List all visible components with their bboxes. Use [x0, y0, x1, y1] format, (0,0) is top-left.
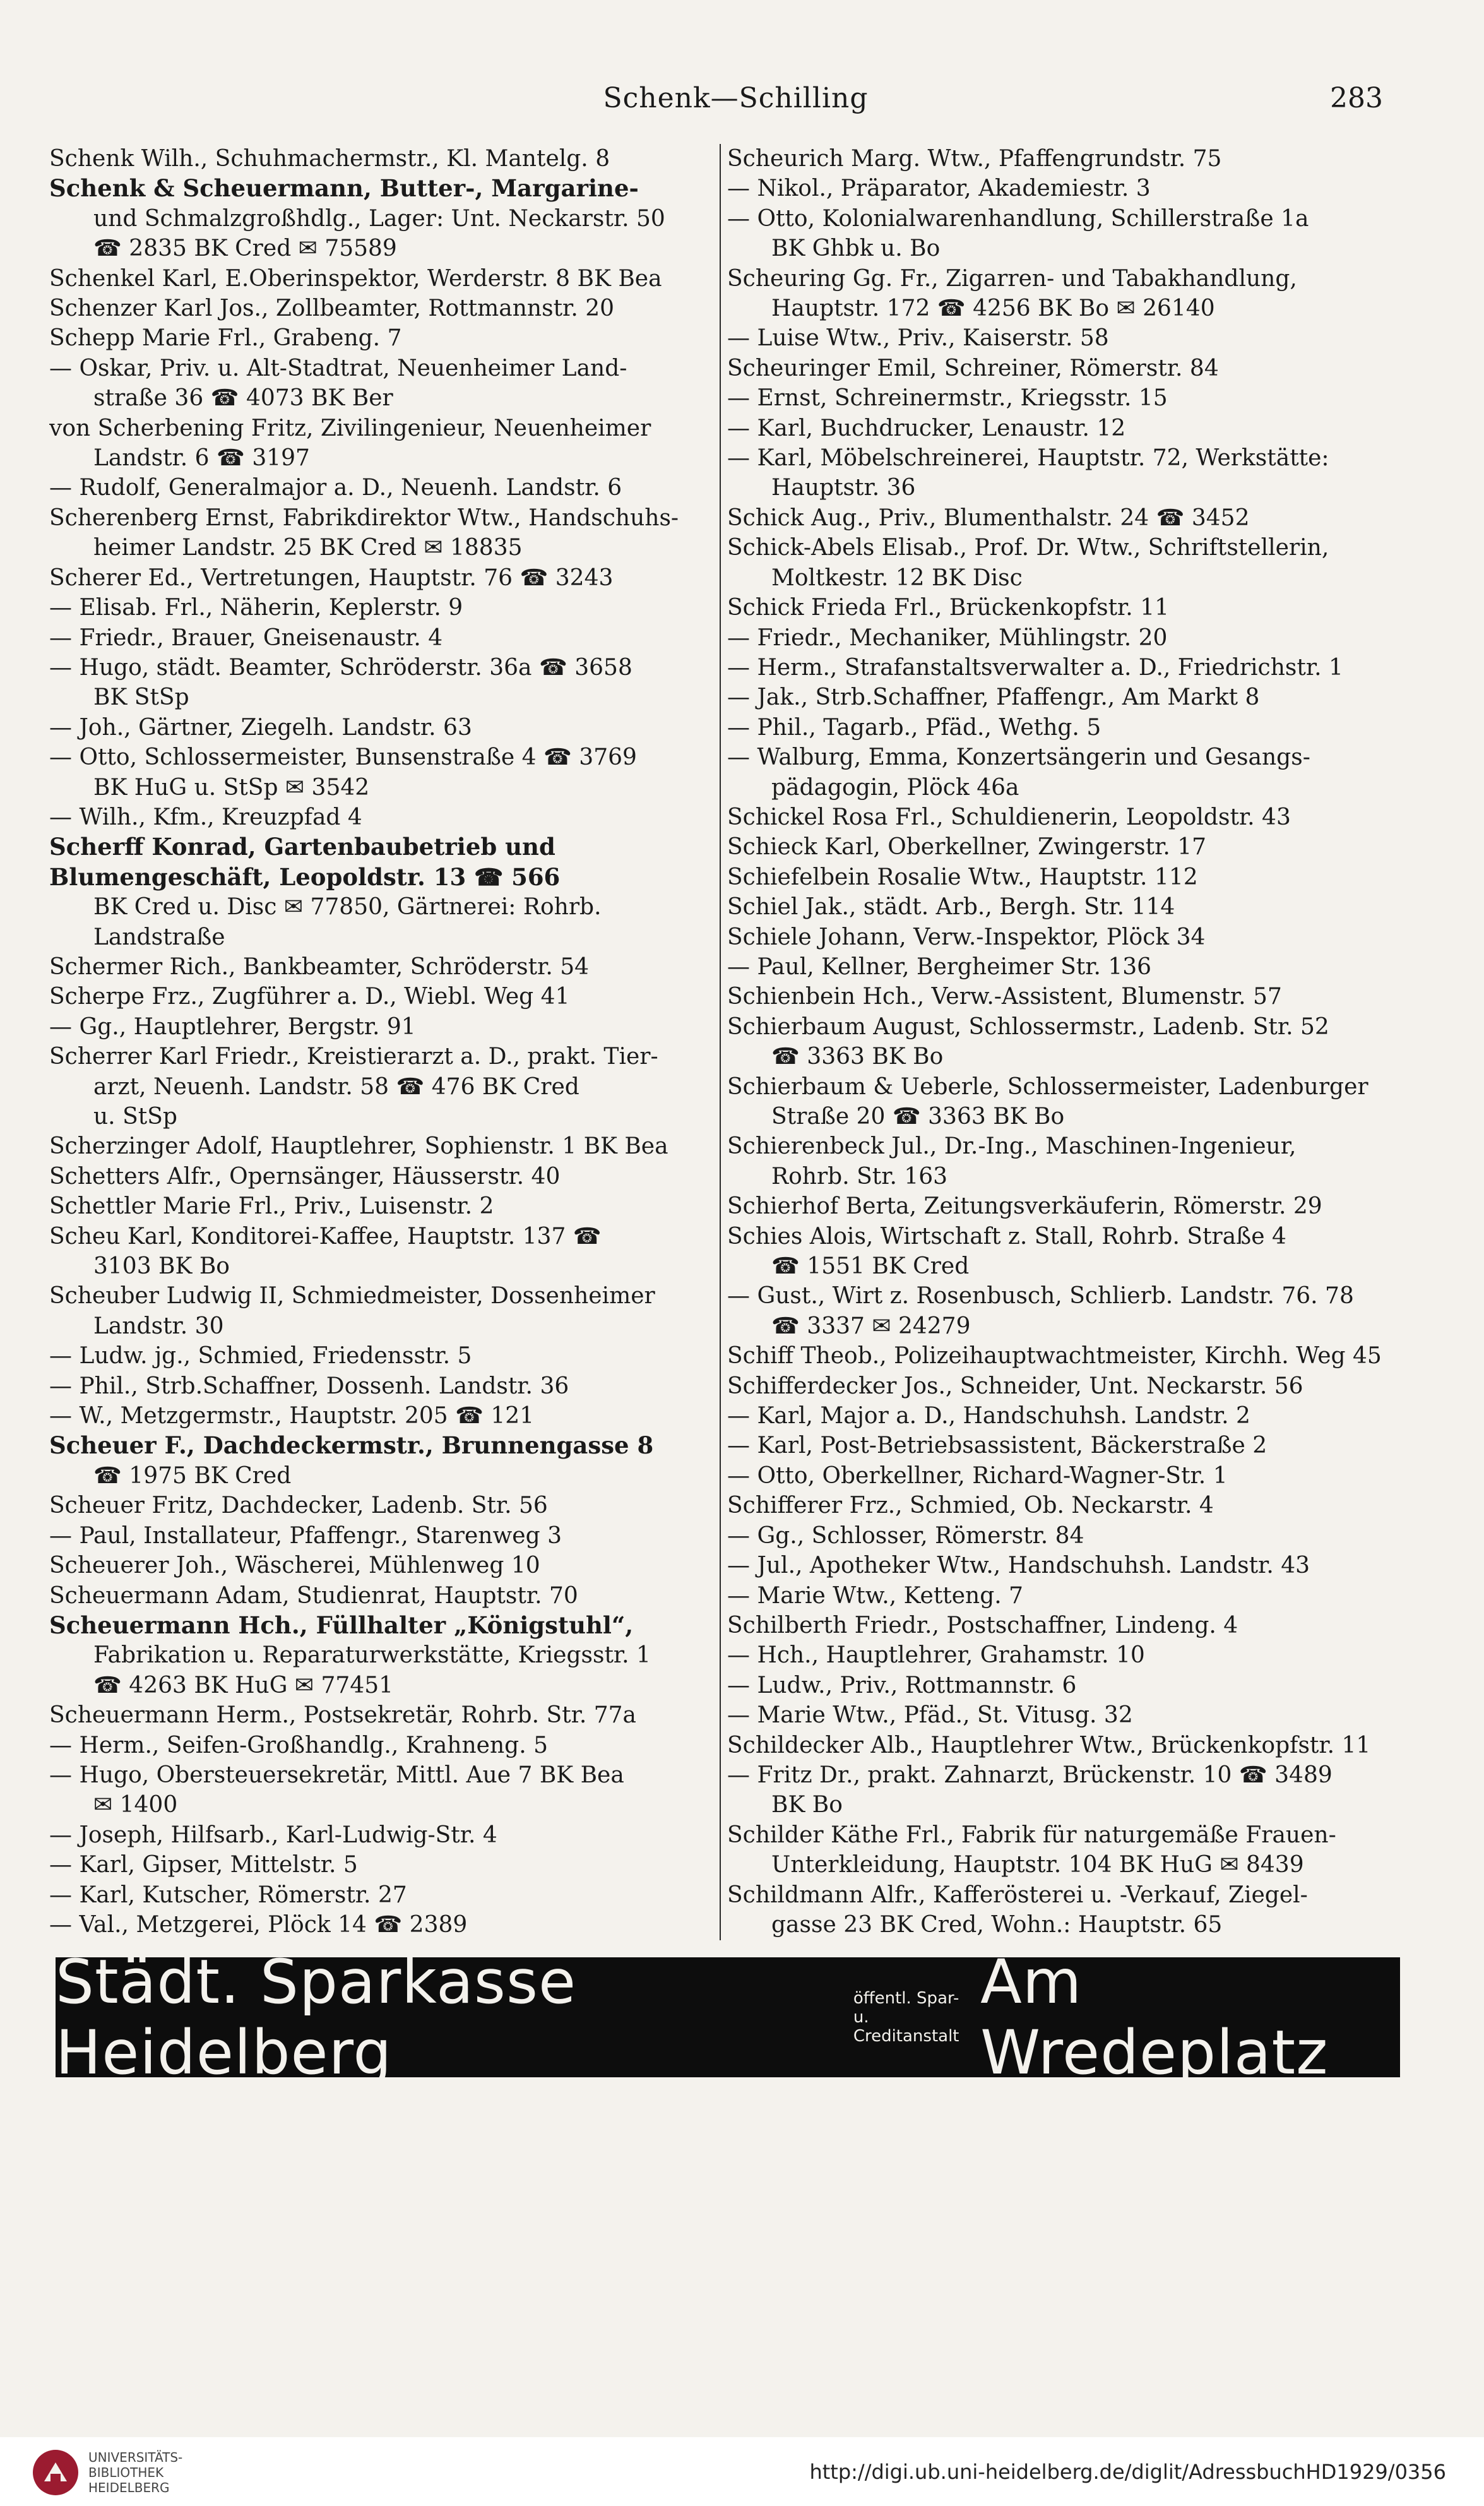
- directory-entry: — Karl, Buchdrucker, Lenaustr. 12: [727, 415, 1126, 441]
- banner-small-line1: öffentl. Spar- u.: [853, 1989, 959, 2027]
- directory-entry: — Val., Metzgerei, Plöck 14 ☎ 2389: [49, 1911, 468, 1938]
- directory-entry: Blumengeschäft, Leopoldstr. 13 ☎ 566: [49, 862, 561, 891]
- directory-entry: Schetters Alfr., Opernsänger, Häusserstr. 40: [49, 1163, 561, 1190]
- directory-entry: — Ernst, Schreinermstr., Kriegsstr. 15: [727, 385, 1168, 412]
- directory-entry: Schildmann Alfr., Kafferösterei u. -Verkauf, Ziegel-: [727, 1882, 1308, 1908]
- directory-entry: Schettler Marie Frl., Priv., Luisenstr. 2: [49, 1193, 494, 1220]
- directory-entry: Schifferer Frz., Schmied, Ob. Neckarstr. 4: [727, 1493, 1214, 1519]
- directory-entry: Scheurich Marg. Wtw., Pfaffengrundstr. 75: [727, 146, 1222, 172]
- directory-entry: Rohrb. Str. 163: [771, 1163, 948, 1190]
- directory-entry: Straße 20 ☎ 3363 BK Bo: [771, 1104, 1065, 1130]
- directory-entry: — Oskar, Priv. u. Alt-Stadtrat, Neuenheimer Land-: [49, 355, 627, 381]
- directory-entry: u. StSp: [93, 1104, 177, 1130]
- directory-entry: Schierhof Berta, Zeitungsverkäuferin, Römerstr. 29: [727, 1193, 1322, 1220]
- directory-entry: Schick-Abels Elisab., Prof. Dr. Wtw., Schriftstellerin,: [727, 535, 1329, 561]
- directory-entry: — Walburg, Emma, Konzertsängerin und Gesangs-: [727, 744, 1310, 771]
- directory-entry: — W., Metzgermstr., Hauptstr. 205 ☎ 121: [49, 1403, 535, 1429]
- directory-entry: — Wilh., Kfm., Kreuzpfad 4: [49, 804, 362, 830]
- directory-entry: straße 36 ☎ 4073 BK Ber: [93, 385, 393, 412]
- directory-entry: Schenk Wilh., Schuhmachermstr., Kl. Mantelg. 8: [49, 146, 610, 172]
- directory-entry: — Friedr., Mechaniker, Mühlingstr. 20: [727, 624, 1168, 651]
- directory-entry: Schienbein Hch., Verw.-Assistent, Blumenstr. 57: [727, 984, 1282, 1010]
- directory-entry: — Ludw. jg., Schmied, Friedensstr. 5: [49, 1343, 472, 1369]
- directory-entry: Schilberth Friedr., Postschaffner, Lindeng. 4: [727, 1612, 1238, 1638]
- left-column: [49, 144, 712, 1940]
- directory-entry: Scherzinger Adolf, Hauptlehrer, Sophienstr. 1 BK Bea: [49, 1133, 668, 1160]
- directory-entry: — Ludw., Priv., Rottmannstr. 6: [727, 1672, 1077, 1698]
- directory-entry: ☎ 4263 BK HuG ✉ 77451: [93, 1672, 394, 1698]
- directory-entry: — Marie Wtw., Ketteng. 7: [727, 1582, 1024, 1609]
- directory-entry: Scheuringer Emil, Schreiner, Römerstr. 84: [727, 355, 1219, 381]
- directory-entry: Schilder Käthe Frl., Fabrik für naturgemäße Frauen-: [727, 1822, 1336, 1848]
- directory-entry: Schiff Theob., Polizeihauptwachtmeister, Kirchh. Weg 45: [727, 1343, 1382, 1369]
- banner-main-text: Städt. Sparkasse Heidelberg: [56, 1947, 577, 2088]
- directory-entry: — Jak., Strb.Schaffner, Pfaffengr., Am Markt 8: [727, 684, 1260, 711]
- directory-entry: — Joh., Gärtner, Ziegelh. Landstr. 63: [49, 714, 472, 741]
- directory-entry: Schierenbeck Jul., Dr.-Ing., Maschinen-Ingenieur,: [727, 1133, 1297, 1160]
- directory-entry: — Herm., Seifen-Großhandlg., Krahneng. 5: [49, 1732, 548, 1758]
- directory-entry: Schiel Jak., städt. Arb., Bergh. Str. 114: [727, 894, 1175, 921]
- directory-entry: — Gust., Wirt z. Rosenbusch, Schlierb. Landstr. 76. 78: [727, 1283, 1354, 1310]
- directory-entry: — Hugo, Obersteuersekretär, Mittl. Aue 7 BK Bea: [49, 1762, 624, 1788]
- directory-entry: — Otto, Oberkellner, Richard-Wagner-Str. 1: [727, 1462, 1228, 1489]
- directory-entry: pädagogin, Plöck 46a: [771, 774, 1019, 801]
- directory-entry: — Marie Wtw., Pfäd., St. Vitusg. 32: [727, 1702, 1133, 1729]
- directory-entry: Scheuermann Adam, Studienrat, Hauptstr. 70: [49, 1582, 578, 1609]
- directory-entry: Landstr. 6 ☎ 3197: [93, 445, 310, 472]
- directory-entry: Scheuermann Hch., Füllhalter „Königstuhl“,: [49, 1611, 634, 1639]
- directory-entry: Fabrikation u. Reparaturwerkstätte, Kriegsstr. 1: [93, 1642, 651, 1669]
- directory-entry: Scheuber Ludwig II, Schmiedmeister, Dossenheimer: [49, 1283, 655, 1310]
- directory-entry: Schiefelbein Rosalie Wtw., Hauptstr. 112: [727, 864, 1198, 890]
- column-divider: [720, 144, 721, 1940]
- directory-entry: — Fritz Dr., prakt. Zahnarzt, Brückenstr. 10 ☎ 3489: [727, 1762, 1333, 1788]
- directory-entry: arzt, Neuenh. Landstr. 58 ☎ 476 BK Cred: [93, 1073, 579, 1100]
- page-header: [63, 82, 1408, 126]
- directory-entry: — Hch., Hauptlehrer, Grahamstr. 10: [727, 1642, 1145, 1669]
- directory-entry: — Phil., Strb.Schaffner, Dossenh. Landstr. 36: [49, 1373, 569, 1399]
- directory-entry: — Otto, Kolonialwarenhandlung, Schillerstraße 1a: [727, 205, 1309, 232]
- directory-entry: Schenkel Karl, E.Oberinspektor, Werderstr. 8 BK Bea: [49, 265, 662, 292]
- directory-entry: 3103 BK Bo: [93, 1253, 230, 1280]
- directory-entry: Schermer Rich., Bankbeamter, Schröderstr. 54: [49, 953, 590, 980]
- directory-entry: — Phil., Tagarb., Pfäd., Wethg. 5: [727, 714, 1101, 741]
- running-title: Schenk—Schilling: [603, 82, 869, 114]
- directory-entry: ☎ 1975 BK Cred: [93, 1462, 292, 1489]
- directory-entry: — Friedr., Brauer, Gneisenaustr. 4: [49, 624, 443, 651]
- library-line1: UNIVERSITÄTS-: [88, 2450, 183, 2465]
- directory-entry: Unterkleidung, Hauptstr. 104 BK HuG ✉ 8439: [771, 1852, 1304, 1878]
- directory-entry: ☎ 2835 BK Cred ✉ 75589: [93, 236, 397, 262]
- directory-entry: gasse 23 BK Cred, Wohn.: Hauptstr. 65: [771, 1911, 1223, 1938]
- directory-entry: Schildecker Alb., Hauptlehrer Wtw., Brückenkopfstr. 11: [727, 1732, 1371, 1758]
- directory-entry: Schiele Johann, Verw.-Inspektor, Plöck 34: [727, 924, 1206, 950]
- directory-entry: — Jul., Apotheker Wtw., Handschuhsh. Landstr. 43: [727, 1553, 1310, 1579]
- directory-entry: Scherrer Karl Friedr., Kreistierarzt a. D., prakt. Tier-: [49, 1044, 658, 1070]
- directory-entry: BK Ghbk u. Bo: [771, 236, 941, 262]
- directory-entry: BK StSp: [93, 684, 189, 711]
- directory-entry: ☎ 3363 BK Bo: [771, 1044, 944, 1070]
- directory-entry: BK Bo: [771, 1792, 843, 1818]
- directory-entry: Scherenberg Ernst, Fabrikdirektor Wtw., Handschuhs-: [49, 504, 679, 531]
- directory-entry: und Schmalzgroßhdlg., Lager: Unt. Neckarstr. 50: [93, 205, 665, 232]
- directory-entry: Scherer Ed., Vertretungen, Hauptstr. 76 ☎ 3243: [49, 564, 614, 591]
- banner-small-line2: Creditanstalt: [853, 2027, 959, 2046]
- directory-entry: Schick Frieda Frl., Brückenkopfstr. 11: [727, 595, 1169, 621]
- university-library-logo-icon: [32, 2449, 80, 2497]
- directory-entry: Schepp Marie Frl., Grabeng. 7: [49, 325, 402, 352]
- directory-entry: heimer Landstr. 25 BK Cred ✉ 18835: [93, 535, 523, 561]
- right-column: [727, 144, 1406, 1940]
- directory-entry: — Gg., Hauptlehrer, Bergstr. 91: [49, 1013, 416, 1040]
- directory-entry: ☎ 1551 BK Cred: [771, 1253, 970, 1280]
- directory-entry: ✉ 1400: [93, 1792, 178, 1818]
- directory-entry: — Paul, Kellner, Bergheimer Str. 136: [727, 953, 1152, 980]
- directory-entry: Schierbaum August, Schlossermstr., Ladenb. Str. 52: [727, 1013, 1329, 1040]
- directory-entry: — Otto, Schlossermeister, Bunsenstraße 4 ☎ 3769: [49, 744, 637, 771]
- sparkasse-advertisement: [56, 1947, 1400, 2088]
- directory-entry: — Karl, Major a. D., Handschuhsh. Landstr. 2: [727, 1403, 1250, 1429]
- directory-entry: — Rudolf, Generalmajor a. D., Neuenh. Landstr. 6: [49, 475, 622, 501]
- directory-entry: Scheuer Fritz, Dachdecker, Ladenb. Str. 56: [49, 1493, 548, 1519]
- directory-entry: — Herm., Strafanstaltsverwalter a. D., Friedrichstr. 1: [727, 654, 1343, 681]
- directory-entry: Scheuer F., Dachdeckermstr., Brunnengasse 8: [49, 1431, 654, 1460]
- directory-entry: — Paul, Installateur, Pfaffengr., Starenweg 3: [49, 1522, 562, 1549]
- directory-entry: — Karl, Kutscher, Römerstr. 27: [49, 1882, 407, 1908]
- directory-entry: Schifferdecker Jos., Schneider, Unt. Neckarstr. 56: [727, 1373, 1303, 1399]
- directory-entry: BK Cred u. Disc ✉ 77850, Gärtnerei: Rohrb.: [93, 894, 602, 921]
- banner-right-text: Am Wredeplatz: [980, 1947, 1329, 2088]
- directory-entry: Schierbaum & Ueberle, Schlossermeister, Ladenburger: [727, 1073, 1368, 1100]
- directory-entry: — Karl, Post-Betriebsassistent, Bäckerstraße 2: [727, 1433, 1267, 1459]
- directory-entry: von Scherbening Fritz, Zivilingenieur, Neuenheimer: [49, 415, 651, 441]
- directory-entry: — Hugo, städt. Beamter, Schröderstr. 36a ☎ 3658: [49, 654, 632, 681]
- directory-entry: Hauptstr. 172 ☎ 4256 BK Bo ✉ 26140: [771, 295, 1215, 322]
- directory-entry: Landstr. 30: [93, 1313, 224, 1339]
- directory-entry: Scheuring Gg. Fr., Zigarren- und Tabakhandlung,: [727, 265, 1297, 292]
- directory-entry: Scheuermann Herm., Postsekretär, Rohrb. Str. 77a: [49, 1702, 637, 1729]
- page-number: 283: [1330, 82, 1383, 114]
- directory-entry: ☎ 3337 ✉ 24279: [771, 1313, 971, 1339]
- directory-entry: Schieck Karl, Oberkellner, Zwingerstr. 17: [727, 834, 1207, 861]
- directory-entry: Scheu Karl, Konditorei-Kaffee, Hauptstr. 137 ☎: [49, 1223, 602, 1250]
- digitization-footer: [0, 2437, 1484, 2506]
- directory-entry: — Nikol., Präparator, Akademiestr. 3: [727, 176, 1151, 202]
- directory-entry: Schenk & Scheuermann, Butter-, Margarine-: [49, 174, 639, 203]
- banner-small-text: [853, 1989, 966, 2046]
- directory-entry: Scheuerer Joh., Wäscherei, Mühlenweg 10: [49, 1553, 540, 1579]
- directory-entry: — Karl, Gipser, Mittelstr. 5: [49, 1852, 358, 1878]
- directory-entry: Schies Alois, Wirtschaft z. Stall, Rohrb. Straße 4: [727, 1223, 1286, 1250]
- directory-entry: Hauptstr. 36: [771, 475, 916, 501]
- directory-entry: Moltkestr. 12 BK Disc: [771, 564, 1023, 591]
- directory-entry: Landstraße: [93, 924, 225, 950]
- source-url-link[interactable]: http://digi.ub.uni-heidelberg.de/diglit/AdressbuchHD1929/0356: [809, 2460, 1446, 2484]
- directory-entry: Schick Aug., Priv., Blumenthalstr. 24 ☎ 3452: [727, 504, 1250, 531]
- directory-entry: — Elisab. Frl., Näherin, Keplerstr. 9: [49, 595, 463, 621]
- directory-entry: — Gg., Schlosser, Römerstr. 84: [727, 1522, 1084, 1549]
- library-line3: HEIDELBERG: [88, 2480, 170, 2495]
- library-name: [88, 2450, 182, 2495]
- directory-entry: BK HuG u. StSp ✉ 3542: [93, 774, 370, 801]
- directory-entry: Schenzer Karl Jos., Zollbeamter, Rottmannstr. 20: [49, 295, 615, 322]
- directory-entry: Scherff Konrad, Gartenbaubetrieb und: [49, 833, 555, 861]
- directory-entry: — Karl, Möbelschreinerei, Hauptstr. 72, Werkstätte:: [727, 445, 1329, 472]
- directory-entry: — Joseph, Hilfsarb., Karl-Ludwig-Str. 4: [49, 1822, 497, 1848]
- directory-entry: Schickel Rosa Frl., Schuldienerin, Leopoldstr. 43: [727, 804, 1291, 830]
- directory-entry: Scherpe Frz., Zugführer a. D., Wiebl. Weg 41: [49, 984, 570, 1010]
- directory-entry: — Luise Wtw., Priv., Kaiserstr. 58: [727, 325, 1109, 352]
- library-line2: BIBLIOTHEK: [88, 2465, 164, 2480]
